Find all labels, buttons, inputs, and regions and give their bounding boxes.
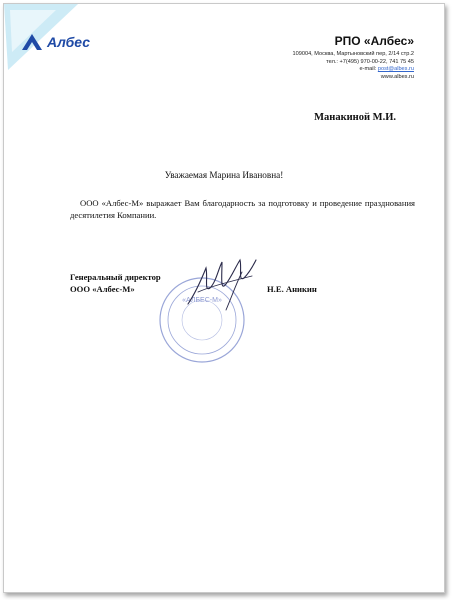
letter-body: ООО «Албес-М» выражает Вам благодарность за подготовку и проведение празднования десятилетия Компании.: [70, 198, 415, 220]
logo-text: Албес: [47, 34, 91, 50]
letter-page: [3, 3, 445, 593]
company-email-line: [293, 66, 414, 74]
company-phone: тел.: +7(495) 970-00-22, 741 75 45: [326, 58, 414, 65]
signatory-organization: ООО «Албес-М»: [70, 283, 135, 294]
company-name: РПО «Албес»: [334, 34, 414, 48]
email-label: e-mail:: [359, 66, 378, 72]
handwritten-signature: [182, 252, 272, 314]
signatory-position: Генеральный директор: [70, 272, 161, 282]
signatory-title: [70, 272, 161, 295]
company-header: [293, 34, 414, 81]
signatory-name: Н.Е. Аникин: [267, 284, 317, 294]
company-address: 109004, Москва, Мартыновский пер, 2/14 стр.2: [292, 51, 414, 57]
salutation: Уважаемая Марина Ивановна!: [164, 170, 284, 180]
stamp-text: «АЛБЕС-М»: [182, 297, 222, 304]
recipient-name: Манакиной М.И.: [314, 112, 396, 123]
email-link[interactable]: post@albes.ru: [377, 66, 414, 72]
company-website[interactable]: www.albes.ru: [380, 73, 414, 80]
